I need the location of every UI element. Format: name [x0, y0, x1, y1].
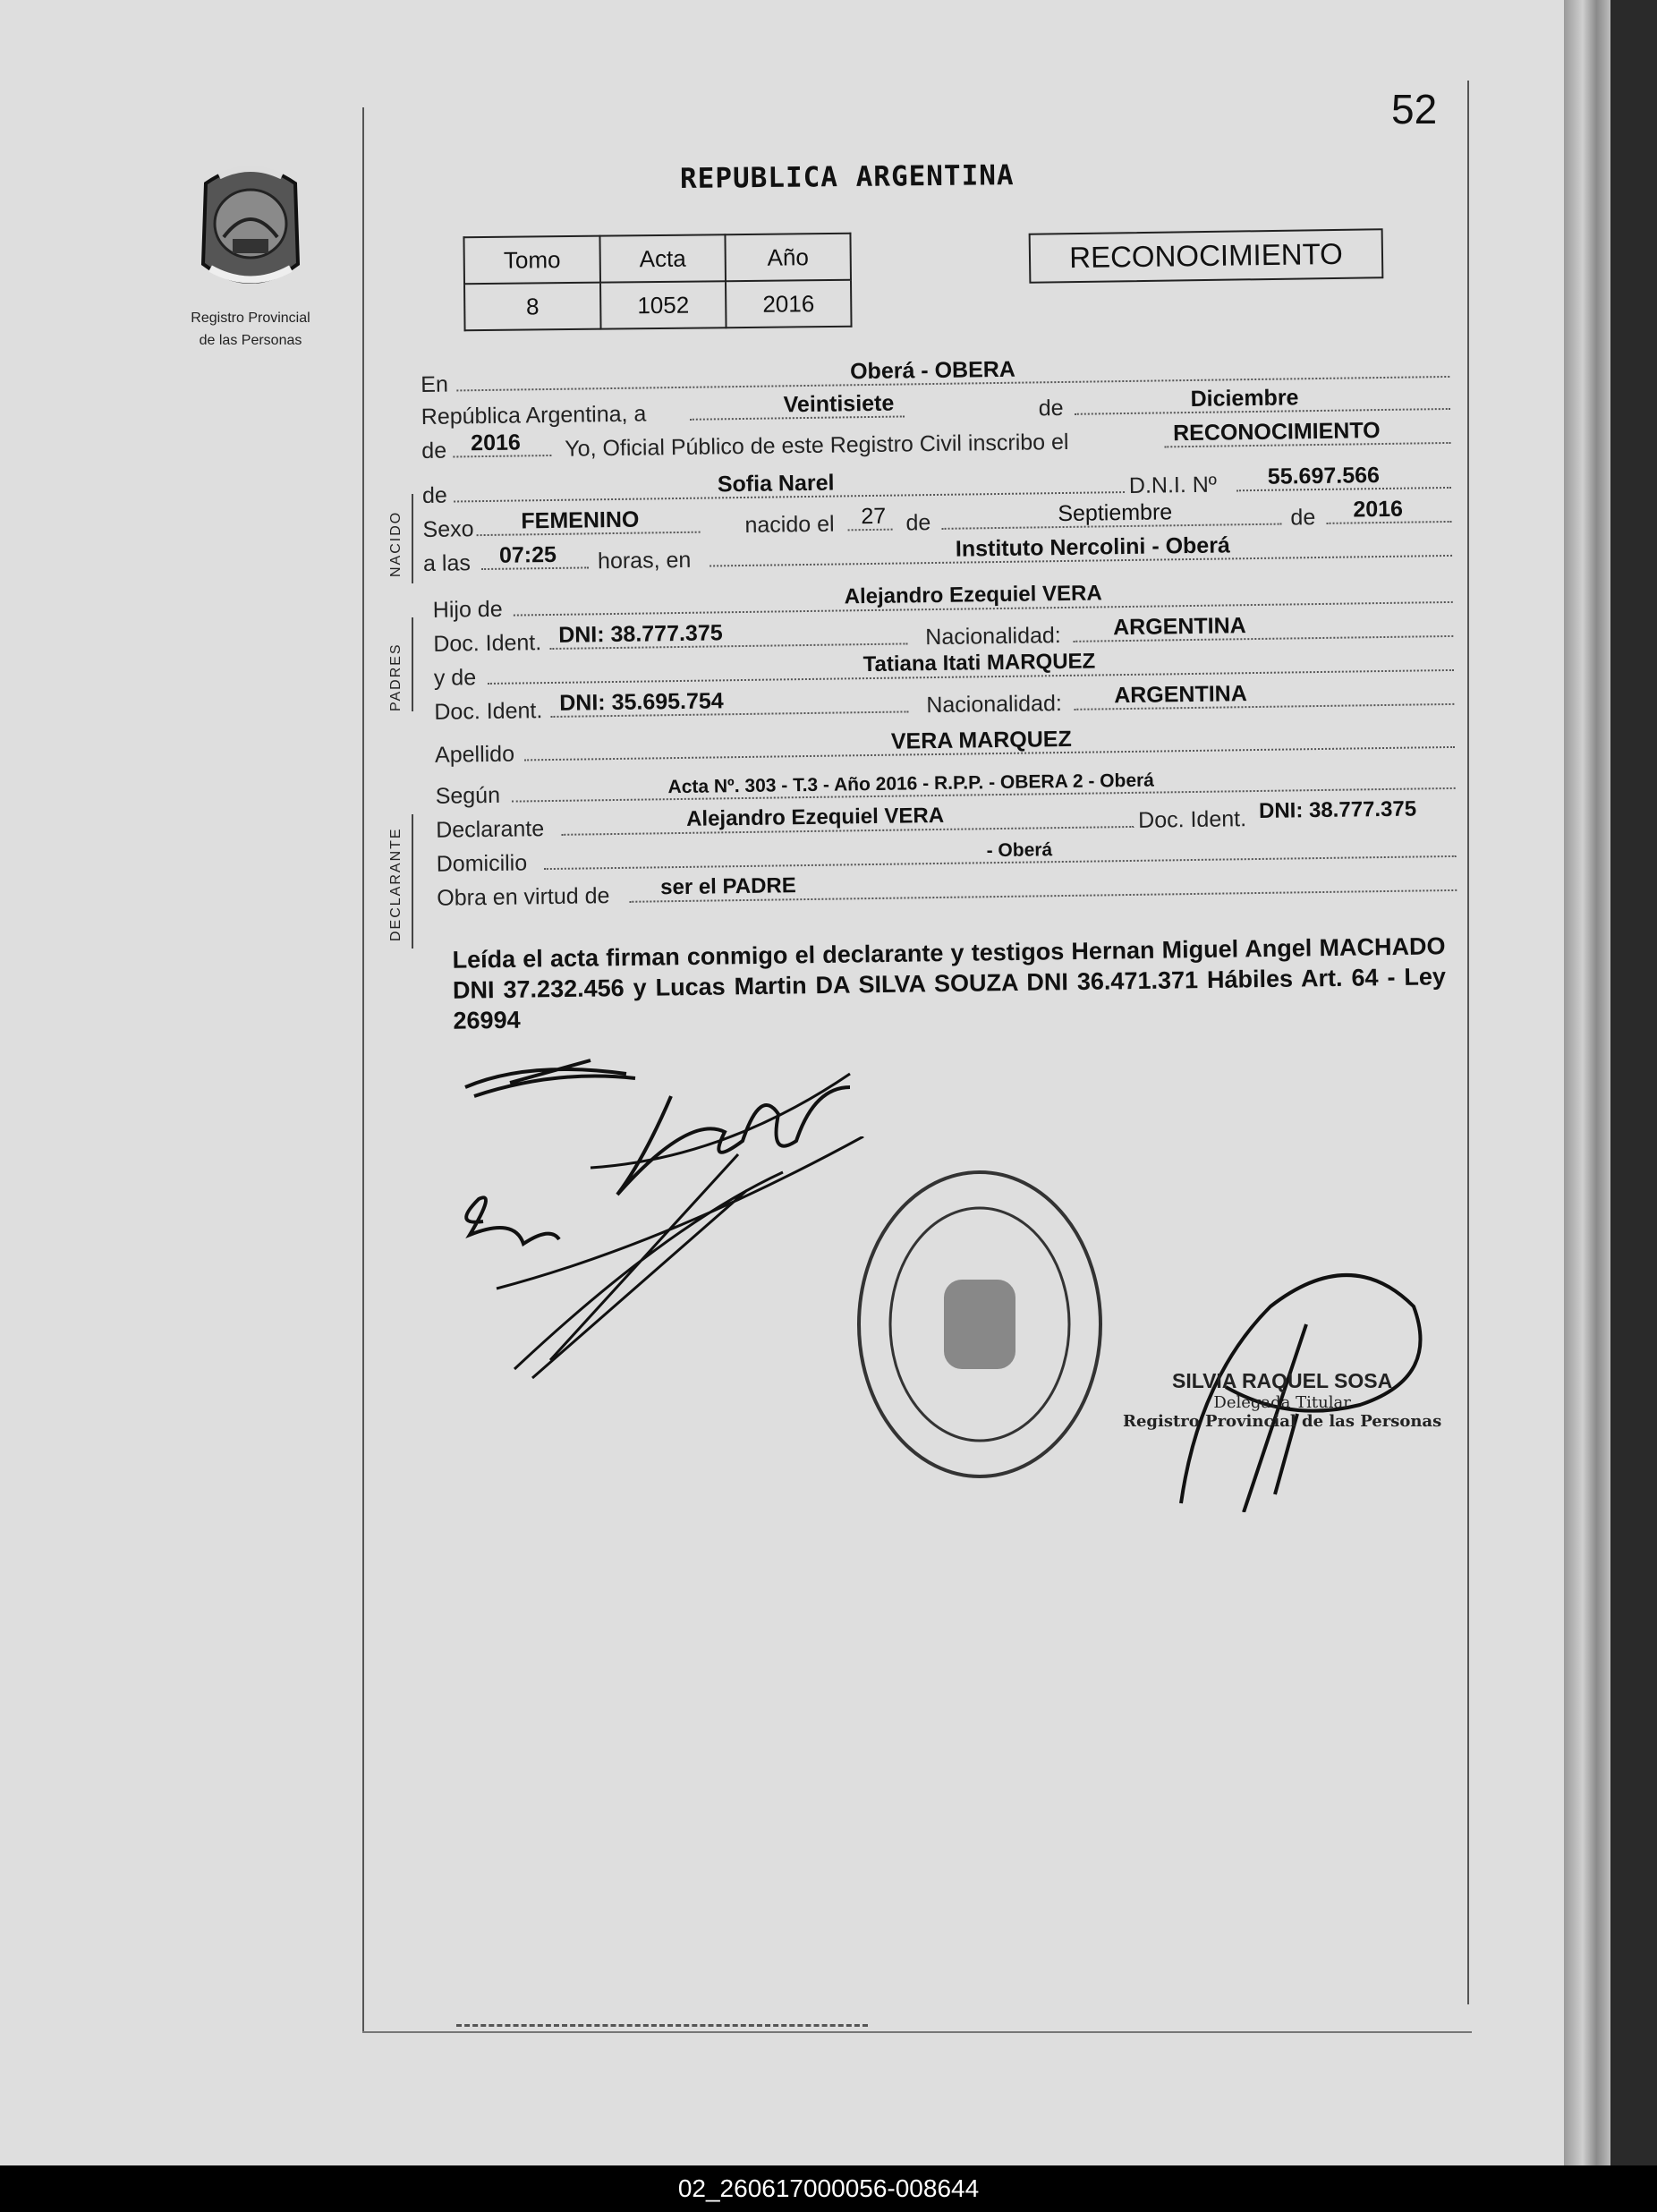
act-value: RECONOCIMIENTO: [1172, 418, 1381, 447]
page-number: 52: [1391, 86, 1438, 132]
section-divider-padres: [412, 617, 413, 711]
label-sexo: Sexo: [422, 516, 474, 542]
table-value-tomo: 8: [464, 283, 601, 331]
day-value: Veintisiete: [783, 390, 895, 418]
table-header-anio: Año: [725, 234, 851, 281]
section-label-padres: PADRES: [388, 642, 404, 711]
registry-table: [463, 233, 852, 332]
official-stamp: [850, 1163, 1109, 1485]
surname-value: VERA MARQUEZ: [890, 726, 1072, 754]
frame-left-rule: [362, 107, 364, 2031]
declarante-doc: DNI: 38.777.375: [1258, 796, 1417, 823]
label-nacido-el: nacido el: [744, 511, 835, 538]
birth-day: 27: [861, 503, 887, 530]
label-de-month: de: [905, 510, 931, 536]
birth-time: 07:25: [498, 541, 557, 568]
sex-value: FEMENINO: [521, 506, 640, 534]
label-hijo-de: Hijo de: [432, 596, 503, 623]
table-value-anio: 2016: [726, 280, 852, 328]
place-value: Oberá - OBERA: [849, 356, 1016, 385]
label-a-las: a las: [422, 550, 472, 576]
label-dni: D.N.I. Nº: [1128, 472, 1218, 498]
label-y-de: y de: [433, 665, 477, 691]
table-value-acta: 1052: [600, 281, 727, 328]
mother-nationality: ARGENTINA: [1114, 681, 1247, 709]
mother-doc: DNI: 35.695.754: [559, 688, 724, 716]
label-declarante: Declarante: [436, 816, 545, 843]
father-doc: DNI: 38.777.375: [558, 620, 723, 648]
label-domicilio: Domicilio: [436, 850, 528, 877]
inscribo-text: Yo, Oficial Público de este Registro Civil inscribo el: [565, 429, 1069, 462]
act-type-box: RECONOCIMIENTO: [1029, 228, 1384, 284]
child-dni: 55.697.566: [1267, 463, 1381, 489]
stamp-seal-icon: [850, 1163, 1109, 1485]
official-block: [1123, 1369, 1441, 1431]
birth-month: Septiembre: [1058, 499, 1173, 527]
frame-bottom-rule: [362, 2031, 1472, 2033]
table-header-acta: Acta: [599, 234, 726, 282]
record-form: [421, 353, 1466, 915]
section-label-declarante: DECLARANTE: [388, 827, 404, 941]
section-divider-nacido: [412, 494, 413, 583]
footer-id: 02_260617000056-008644: [0, 2165, 1657, 2212]
provincial-seal-icon: [192, 157, 309, 300]
label-obra: Obra en virtud de: [437, 883, 610, 911]
declarant-signature-icon: [443, 1136, 890, 1396]
father-name: Alejandro Ezequiel VERA: [844, 581, 1102, 609]
official-role: Delegada Titular: [1213, 1393, 1351, 1412]
section-label-nacido: NACIDO: [388, 510, 404, 577]
label-nacionalidad: Nacionalidad:: [925, 623, 1061, 651]
mother-name: Tatiana Itati MARQUEZ: [862, 649, 1096, 677]
official-name: SILVIA RAQUEL SOSA: [1172, 1369, 1393, 1392]
label-horas-en: horas, en: [597, 547, 692, 574]
registry-logo: [170, 157, 331, 349]
year-value: 2016: [470, 430, 522, 456]
label-segun: Según: [435, 782, 501, 809]
birth-year: 2016: [1353, 496, 1404, 523]
label-de-year2: de: [1290, 505, 1316, 531]
page-edge: [1564, 0, 1610, 2165]
table-header-tomo: Tomo: [463, 236, 600, 285]
label-doc-ident-declarante: Doc. Ident.: [1137, 806, 1247, 833]
label-nacionalidad-mother: Nacionalidad:: [926, 691, 1063, 719]
label-doc-ident: Doc. Ident.: [433, 630, 542, 657]
section-divider-declarante: [412, 814, 413, 949]
logo-caption-line1: Registro Provincial: [191, 311, 310, 326]
obra-value: ser el PADRE: [659, 873, 796, 900]
closing-statement: Leída el acta firman conmigo el declarante y testigos Hernan Miguel Angel MACHADO DNI 37.232.456 y Lucas Martin DA SILVA SOUZA DNI 36.471.371 Hábiles Art. 64 - Ley 26994: [452, 932, 1447, 1034]
label-republica: República Argentina, a: [421, 401, 647, 430]
domicilio-value: - Oberá: [986, 839, 1053, 862]
row-surname: [426, 723, 1464, 771]
official-office: Registro Provincial de las Personas: [1123, 1412, 1442, 1431]
label-de-year: de: [421, 438, 447, 464]
document-title: REPUBLICA ARGENTINA: [679, 159, 1015, 195]
label-de: de: [1038, 395, 1064, 421]
child-name: Sofia Narel: [717, 470, 835, 498]
frame-right-rule: [1467, 81, 1469, 2004]
month-value: Diciembre: [1190, 385, 1299, 412]
label-doc-ident-mother: Doc. Ident.: [434, 698, 543, 725]
bottom-dashed-line: [456, 2024, 868, 2027]
label-apellido: Apellido: [434, 741, 515, 768]
birth-place: Instituto Nercolini - Oberá: [955, 532, 1231, 562]
label-de-child: de: [421, 482, 448, 508]
segun-value: Acta Nº. 303 - T.3 - Año 2016 - R.P.P. - OBERA 2 - Oberá: [667, 770, 1155, 798]
father-nationality: ARGENTINA: [1112, 613, 1246, 641]
logo-caption-line2: de las Personas: [199, 333, 302, 348]
declarante-value: Alejandro Ezequiel VERA: [685, 803, 945, 831]
label-en: En: [421, 371, 449, 397]
